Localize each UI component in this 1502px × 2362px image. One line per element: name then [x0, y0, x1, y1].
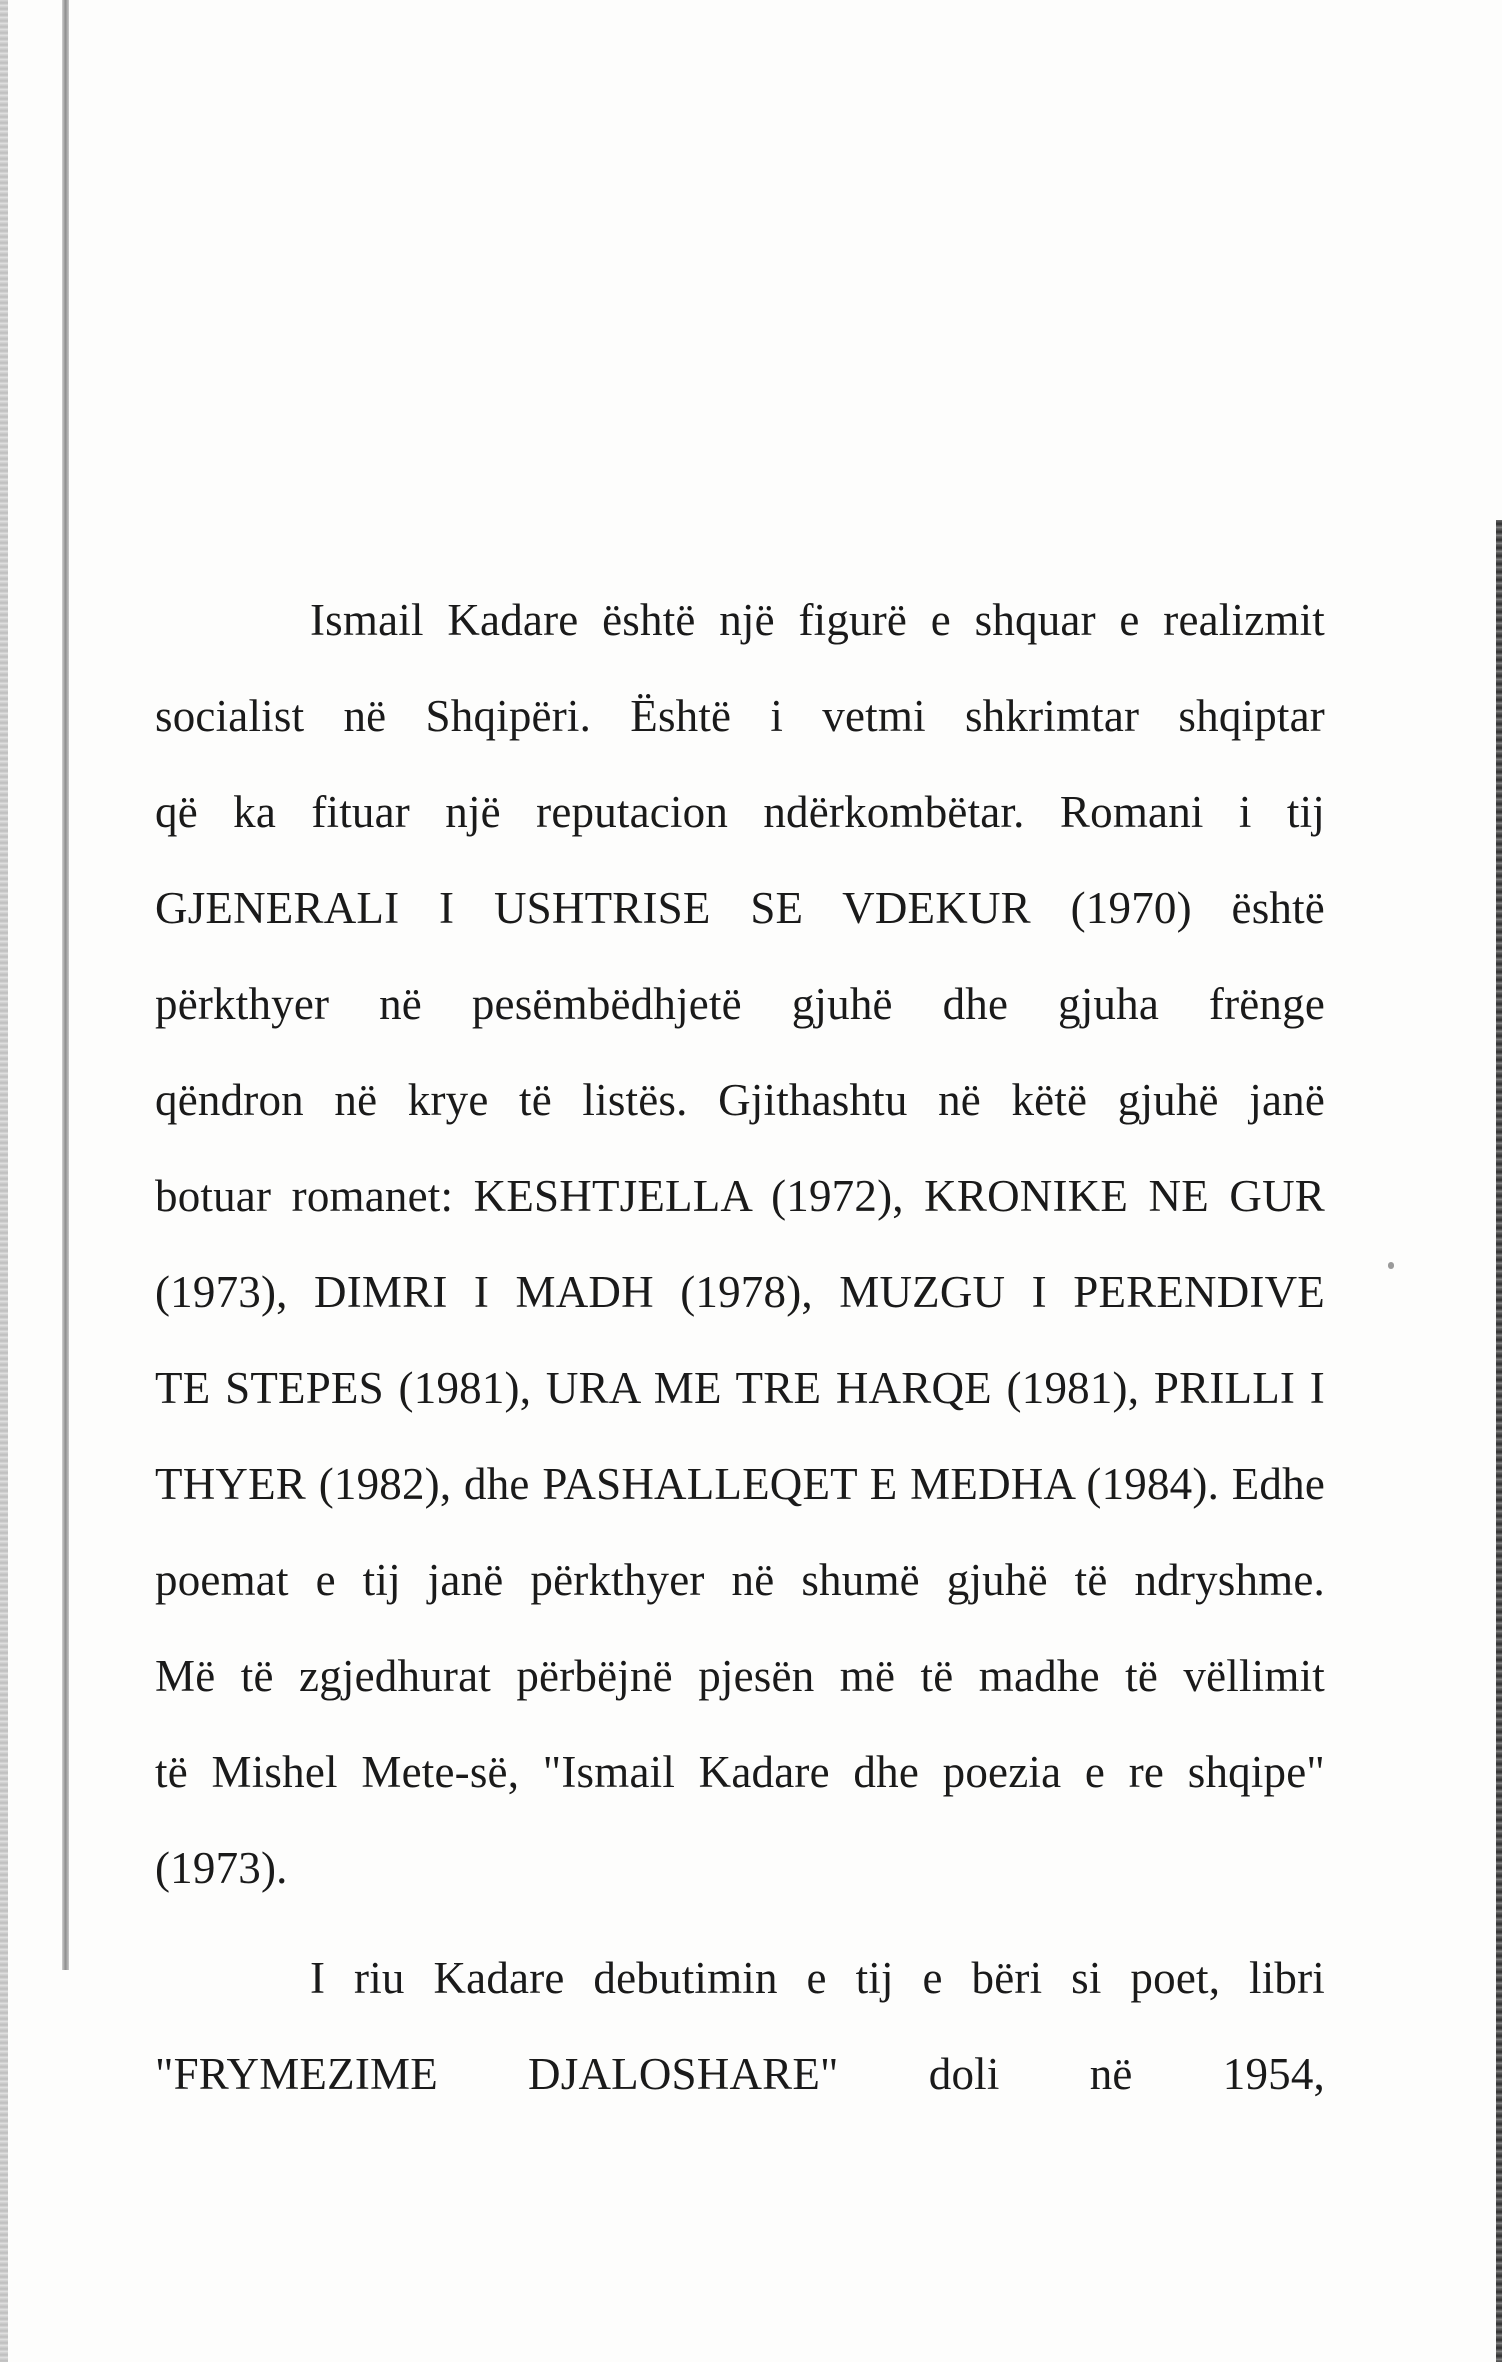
text-line: që ka fituar një reputacion ndërkombëtar. Romani i tij — [155, 787, 1325, 837]
text-line: (1973). — [155, 1843, 288, 1893]
scan-edge-left — [62, 0, 69, 1970]
text-line: THYER (1982), dhe PASHALLEQET E MEDHA (1984). Edhe — [155, 1459, 1325, 1509]
text-line: Ismail Kadare është një figurë e shquar e realizmit — [310, 595, 1325, 645]
text-line: poemat e tij janë përkthyer në shumë gjuhë të ndryshme. — [155, 1555, 1325, 1605]
text-line: socialist në Shqipëri. Është i vetmi shkrimtar shqiptar — [155, 691, 1325, 741]
text-line: botuar romanet: KESHTJELLA (1972), KRONIKE NE GUR — [155, 1171, 1325, 1221]
scan-edge-right — [1496, 520, 1502, 2362]
text-line: TE STEPES (1981), URA ME TRE HARQE (1981), PRILLI I — [155, 1363, 1325, 1413]
text-line: Më të zgjedhurat përbëjnë pjesën më të madhe të vëllimit — [155, 1651, 1325, 1701]
text-line: (1973), DIMRI I MADH (1978), MUZGU I PERENDIVE — [155, 1267, 1325, 1317]
text-line: GJENERALI I USHTRISE SE VDEKUR (1970) është — [155, 883, 1325, 933]
text-line: të Mishel Mete-së, "Ismail Kadare dhe poezia e re shqipe" — [155, 1747, 1325, 1797]
body-text — [155, 590, 1325, 2140]
scan-edge-outer — [0, 0, 8, 2362]
text-line: "FRYMEZIME DJALOSHARE" doli në 1954, — [155, 2049, 1325, 2099]
text-line: I riu Kadare debutimin e tij e bëri si poet, libri — [310, 1953, 1325, 2003]
scan-speck — [1388, 1262, 1394, 1269]
text-line: përkthyer në pesëmbëdhjetë gjuhë dhe gjuha frënge — [155, 979, 1325, 1029]
paragraph-1 — [155, 590, 1325, 1934]
text-line: qëndron në krye të listës. Gjithashtu në këtë gjuhë janë — [155, 1075, 1325, 1125]
paragraph-2 — [155, 1948, 1325, 2140]
